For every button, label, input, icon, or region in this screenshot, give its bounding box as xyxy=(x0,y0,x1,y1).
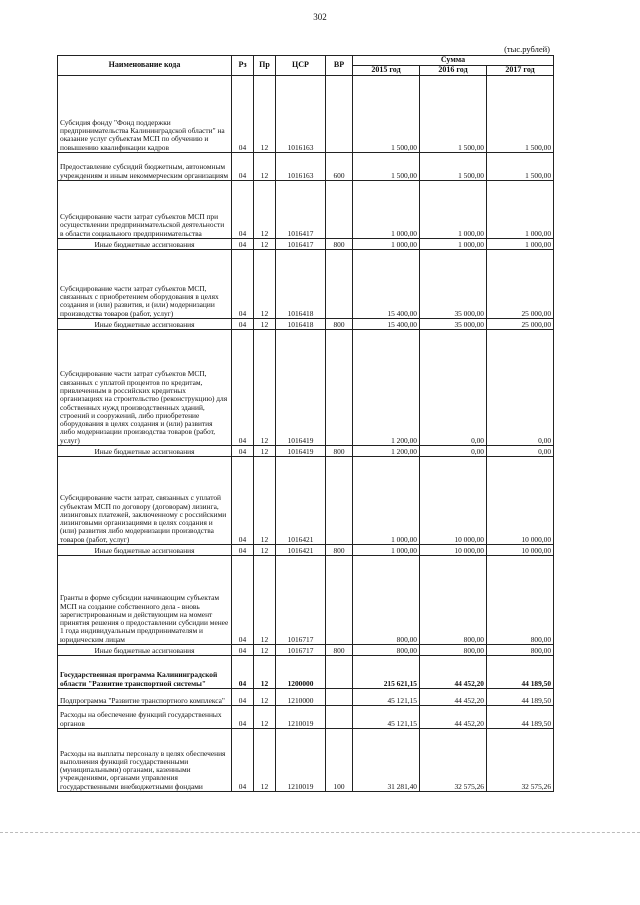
sum-2017-cell: 10 000,00 xyxy=(487,545,554,556)
rz-cell: 04 xyxy=(232,689,254,706)
table-row xyxy=(58,446,554,457)
csr-cell: 1016419 xyxy=(276,446,326,457)
vr-cell: 800 xyxy=(326,545,353,556)
header-2017: 2017 год xyxy=(487,66,554,76)
sum-2017-cell: 0,00 xyxy=(487,446,554,457)
rz-cell: 04 xyxy=(232,319,254,330)
vr-cell xyxy=(326,656,353,689)
sum-2015-cell: 800,00 xyxy=(353,556,420,645)
vr-cell xyxy=(326,457,353,545)
csr-cell: 1200000 xyxy=(276,656,326,689)
vr-cell: 800 xyxy=(326,319,353,330)
sum-2016-cell: 35 000,00 xyxy=(420,319,487,330)
sum-2016-cell: 10 000,00 xyxy=(420,545,487,556)
pr-cell: 12 xyxy=(254,239,276,250)
sum-2015-cell: 215 621,15 xyxy=(353,656,420,689)
sum-2015-cell: 15 400,00 xyxy=(353,319,420,330)
pr-cell: 12 xyxy=(254,545,276,556)
sum-2016-cell: 44 452,20 xyxy=(420,706,487,729)
table-row xyxy=(58,556,554,645)
table-row xyxy=(58,706,554,729)
csr-cell: 1210000 xyxy=(276,689,326,706)
sum-2017-cell: 10 000,00 xyxy=(487,457,554,545)
header-row xyxy=(58,56,554,66)
rz-cell: 04 xyxy=(232,239,254,250)
sum-2017-cell: 1 500,00 xyxy=(487,76,554,153)
rz-cell: 04 xyxy=(232,76,254,153)
sum-2017-cell: 800,00 xyxy=(487,645,554,656)
rz-cell: 04 xyxy=(232,545,254,556)
table-row xyxy=(58,239,554,250)
vr-cell xyxy=(326,250,353,319)
sum-2016-cell: 0,00 xyxy=(420,330,487,446)
sum-2016-cell: 1 500,00 xyxy=(420,76,487,153)
name-cell: Иные бюджетные ассигнования xyxy=(58,239,232,250)
name-cell: Иные бюджетные ассигнования xyxy=(58,545,232,556)
sum-2015-cell: 1 000,00 xyxy=(353,545,420,556)
rz-cell: 04 xyxy=(232,706,254,729)
name-cell: Предоставление субсидий бюджетным, автономным учреждениям и иным некоммерческим организациям xyxy=(58,153,232,181)
sum-2016-cell: 44 452,20 xyxy=(420,689,487,706)
sum-2015-cell: 45 121,15 xyxy=(353,706,420,729)
sum-2017-cell: 1 000,00 xyxy=(487,239,554,250)
name-cell: Подпрограмма "Развитие транспортного комплекса" xyxy=(58,689,232,706)
units-note: (тыс.рублей) xyxy=(504,44,550,54)
table-row xyxy=(58,181,554,239)
header-name: Наименование кода xyxy=(58,56,232,76)
header-rz: Рз xyxy=(232,56,254,76)
vr-cell xyxy=(326,556,353,645)
header-2016: 2016 год xyxy=(420,66,487,76)
name-cell: Субсидирование части затрат субъектов МСП, связанных с приобретением оборудования в целях создания и (или) развития, и (или) модернизации производства товаров (работ, услуг) xyxy=(58,250,232,319)
csr-cell: 1210019 xyxy=(276,729,326,792)
rz-cell: 04 xyxy=(232,181,254,239)
sum-2015-cell: 1 500,00 xyxy=(353,76,420,153)
rz-cell: 04 xyxy=(232,556,254,645)
header-sum: Сумма xyxy=(353,56,554,66)
table-row xyxy=(58,689,554,706)
vr-cell xyxy=(326,330,353,446)
sum-2017-cell: 44 189,50 xyxy=(487,706,554,729)
pr-cell: 12 xyxy=(254,729,276,792)
sum-2016-cell: 35 000,00 xyxy=(420,250,487,319)
sum-2015-cell: 1 000,00 xyxy=(353,239,420,250)
pr-cell: 12 xyxy=(254,556,276,645)
pr-cell: 12 xyxy=(254,250,276,319)
sum-2017-cell: 0,00 xyxy=(487,330,554,446)
header-vr: ВР xyxy=(326,56,353,76)
sum-2015-cell: 1 200,00 xyxy=(353,330,420,446)
rz-cell: 04 xyxy=(232,250,254,319)
csr-cell: 1016418 xyxy=(276,319,326,330)
sum-2017-cell: 1 500,00 xyxy=(487,153,554,181)
page-number: 302 xyxy=(313,12,327,22)
vr-cell: 800 xyxy=(326,446,353,457)
sum-2015-cell: 45 121,15 xyxy=(353,689,420,706)
name-cell: Иные бюджетные ассигнования xyxy=(58,645,232,656)
vr-cell xyxy=(326,181,353,239)
csr-cell: 1016418 xyxy=(276,250,326,319)
rz-cell: 04 xyxy=(232,645,254,656)
sum-2016-cell: 1 000,00 xyxy=(420,239,487,250)
pr-cell: 12 xyxy=(254,319,276,330)
sum-2016-cell: 800,00 xyxy=(420,645,487,656)
csr-cell: 1016421 xyxy=(276,545,326,556)
sum-2017-cell: 1 000,00 xyxy=(487,181,554,239)
rz-cell: 04 xyxy=(232,153,254,181)
rz-cell: 04 xyxy=(232,729,254,792)
pr-cell: 12 xyxy=(254,689,276,706)
sum-2017-cell: 44 189,50 xyxy=(487,689,554,706)
vr-cell: 800 xyxy=(326,645,353,656)
name-cell: Субсидирование части затрат субъектов МСП, связанных с уплатой процентов по кредитам, привлеченным в российских кредитных организациях на строительство (реконструкцию) для собственных нужд производственных зданий, строений и сооружений, либо приобретение оборудования в целях создания и (или) развития либо модернизации производства товаров (работ, услуг) xyxy=(58,330,232,446)
sum-2017-cell: 25 000,00 xyxy=(487,250,554,319)
sum-2015-cell: 1 500,00 xyxy=(353,153,420,181)
budget-table xyxy=(57,55,554,792)
name-cell: Государственная программа Калининградской области "Развитие транспортной системы" xyxy=(58,656,232,689)
sum-2016-cell: 10 000,00 xyxy=(420,457,487,545)
table-row xyxy=(58,645,554,656)
name-cell: Субсидирование части затрат субъектов МСП при осуществлении предпринимательской деятельности в области социального предпринимательства xyxy=(58,181,232,239)
name-cell: Расходы на выплаты персоналу в целях обеспечения выполнения функций государственными (муниципальными) органами, казенными учреждениями, органами управления государственными внебюджетными фондами xyxy=(58,729,232,792)
vr-cell: 100 xyxy=(326,729,353,792)
csr-cell: 1016421 xyxy=(276,457,326,545)
sum-2016-cell: 32 575,26 xyxy=(420,729,487,792)
vr-cell xyxy=(326,76,353,153)
table-row xyxy=(58,76,554,153)
header-pr: Пр xyxy=(254,56,276,76)
pr-cell: 12 xyxy=(254,446,276,457)
name-cell: Расходы на обеспечение функций государственных органов xyxy=(58,706,232,729)
pr-cell: 12 xyxy=(254,457,276,545)
sum-2015-cell: 1 000,00 xyxy=(353,181,420,239)
pr-cell: 12 xyxy=(254,153,276,181)
sum-2017-cell: 44 189,50 xyxy=(487,656,554,689)
vr-cell: 800 xyxy=(326,239,353,250)
sum-2016-cell: 1 500,00 xyxy=(420,153,487,181)
table-row xyxy=(58,153,554,181)
name-cell: Гранты в форме субсидии начинающим субъектам МСП на создание собственного дела - вновь зарегистрированным и действующим на момент принятия решения о предоставлении субсидии менее 1 года индивидуальным предпринимателям и юридическим лицам xyxy=(58,556,232,645)
rz-cell: 04 xyxy=(232,446,254,457)
pr-cell: 12 xyxy=(254,656,276,689)
sum-2017-cell: 25 000,00 xyxy=(487,319,554,330)
sum-2017-cell: 32 575,26 xyxy=(487,729,554,792)
sum-2016-cell: 800,00 xyxy=(420,556,487,645)
csr-cell: 1016163 xyxy=(276,153,326,181)
csr-cell: 1016417 xyxy=(276,239,326,250)
rz-cell: 04 xyxy=(232,656,254,689)
vr-cell xyxy=(326,689,353,706)
sum-2016-cell: 1 000,00 xyxy=(420,181,487,239)
table-row xyxy=(58,330,554,446)
rz-cell: 04 xyxy=(232,457,254,545)
csr-cell: 1210019 xyxy=(276,706,326,729)
pr-cell: 12 xyxy=(254,645,276,656)
table-row xyxy=(58,457,554,545)
csr-cell: 1016163 xyxy=(276,76,326,153)
name-cell: Иные бюджетные ассигнования xyxy=(58,446,232,457)
table-row xyxy=(58,729,554,792)
sum-2015-cell: 15 400,00 xyxy=(353,250,420,319)
vr-cell: 600 xyxy=(326,153,353,181)
header-csr: ЦСР xyxy=(276,56,326,76)
header-2015: 2015 год xyxy=(353,66,420,76)
sum-2015-cell: 800,00 xyxy=(353,645,420,656)
csr-cell: 1016417 xyxy=(276,181,326,239)
sum-2015-cell: 1 000,00 xyxy=(353,457,420,545)
sum-2017-cell: 800,00 xyxy=(487,556,554,645)
pr-cell: 12 xyxy=(254,181,276,239)
sum-2015-cell: 31 281,40 xyxy=(353,729,420,792)
name-cell: Иные бюджетные ассигнования xyxy=(58,319,232,330)
sum-2016-cell: 44 452,20 xyxy=(420,656,487,689)
sum-2015-cell: 1 200,00 xyxy=(353,446,420,457)
table-row xyxy=(58,656,554,689)
table-row xyxy=(58,250,554,319)
csr-cell: 1016419 xyxy=(276,330,326,446)
table-row xyxy=(58,545,554,556)
csr-cell: 1016717 xyxy=(276,645,326,656)
table-row xyxy=(58,319,554,330)
pr-cell: 12 xyxy=(254,706,276,729)
name-cell: Субсидирование части затрат, связанных с уплатой субъектам МСП по договору (договорам) лизинга, лизинговых платежей, заключенному с российскими лизинговыми организациями в целях создания и (или) развития либо модернизации производства товаров (работ, услуг) xyxy=(58,457,232,545)
bottom-edge-line xyxy=(0,832,640,833)
name-cell: Субсидия фонду "Фонд поддержки предпринимательства Калининградской области" на оказание услуг субъектам МСП по обучению и повышению квалификации кадров xyxy=(58,76,232,153)
csr-cell: 1016717 xyxy=(276,556,326,645)
pr-cell: 12 xyxy=(254,76,276,153)
vr-cell xyxy=(326,706,353,729)
rz-cell: 04 xyxy=(232,330,254,446)
sum-2016-cell: 0,00 xyxy=(420,446,487,457)
pr-cell: 12 xyxy=(254,330,276,446)
